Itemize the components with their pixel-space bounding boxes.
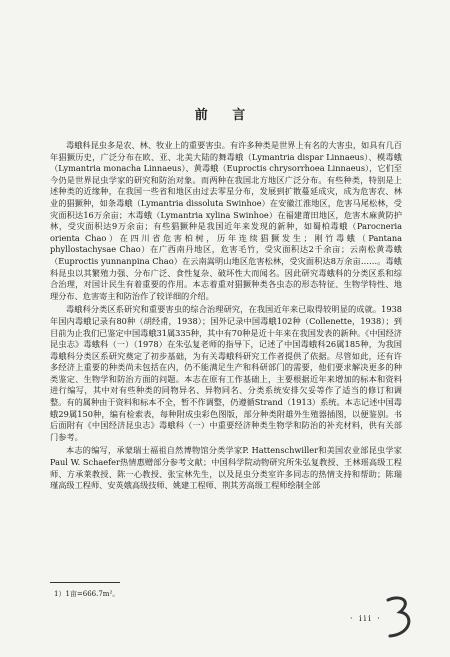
footnote: 1）1亩=666.7m²。 bbox=[54, 590, 120, 598]
page-title: 前 言 bbox=[194, 108, 256, 123]
footnote-divider bbox=[50, 582, 120, 583]
handwritten-mark bbox=[380, 592, 420, 642]
paragraph: 毒蛾科分类区系研究和重要害虫的综合治理研究，在我国近年来已取得较明显的成就。1938年国内毒蛾记录有80种（胡经甫，1938）；国外记录中国毒蛾102种（Collenette，1938）；到目前为止我们已鉴定中国毒蛾31属335种，其中有70种是近十年来在我国发表的新种。《中国经济昆虫志》毒蛾科（一）（1978）在朱弘复老师的指导下，记述了中国毒蛾科26属185种，为我国毒蛾科分类区系研究奠定了初步基础，为有关毒蛾科研究工作者提供了依据。尽管如此，还有许多经济上重要的种类尚未包括在内，仍不能满足生产和科研部门的需要，他们要求解决更多的种类鉴定、生物学和防治方面的问题。本志在原有工作基础上，主要根据近年来增加的标本和资料进行编写，其中对有些种类的同物异名、异物同名、分类系统安排欠妥等作了适当的修订和调整。有的属种由于资料和标本不全，暂不作调整，仍遵循Strand（1913）系统。本志记述中国毒蛾29属150种，编有检索表，每种附成虫彩色图版，部分种类附雄外生殖器插图，以便鉴别。书后面附有《中国经济昆虫志》毒蛾科（一）中重要经济种类生物学和防治的补充材料，供有关部门参考。 bbox=[50, 304, 402, 442]
paragraph: 毒蛾科昆虫多是农、林、牧业上的重要害虫。有许多种类是世界上有名的大害虫，如具有几百年猖獗历史，广泛分布在欧、亚、北美大陆的舞毒蛾（Lymantria dispar Linnaeus）、模毒蛾（Lymantria monacha Linnaeus）、黄毒蛾（Euproctis chrysorrhoea Linnaeus），它们至今仍是世界昆虫学家的研究和防治对象。而两种在我国北方地区广泛分布。有些种类，特别是上述种类的近缘种，在我国一些省和地区由过去零星分布，发展到扩散蔓延成灾，成为危害农、林业的猖獗种，如条毒蛾（Lymantria dissoluta Swinhoe）在安徽江淮地区，危害马尾松林，受灾面积达16万余亩；木毒蛾（Lymantria xylina Swinhoe）在福建莆田地区，危害木麻黄防护林，受灾面积达9万余亩；有些猖獗种是我国近年来发现的新种，如蜀柏毒蛾（Parocneria orienta Chao）在四川省危害柏树，历年连续猖獗发生；刚竹毒蛾（Pantana phyllostachysae Chao）在广西南丹地区，危害毛竹，受灾面积达2千余亩；云南松黄毒蛾（Euproctis yunnanpina Chao）在云南嵩明山地区危害松林，受灾面积达8万余亩……。毒蛾科昆虫以其繁殖力强、分布广泛、食性复杂、破坏性大而闻名。因此研究毒蛾科的分类区系和综合治理，对国计民生有着重要的作用。本志着重对猖獗种类各虫态的形态特征、生物学特性、地理分布、危害寄主和防治作了较详细的介绍。 bbox=[50, 140, 402, 301]
paragraph: 本志的编写，承蒙瑞士福祖自然博物馆分类学家P. Hattenschwiller和美国农业部昆虫学家Paul W. Schaefer热情惠赠部分参考文献；中国科学院动物研究所朱弘复教授、王林瑶高级工程师、方承莱教授、陈一心教授、张宝林先生，以及昆虫分类室许多同志的热情支持和帮助；陈瑞瑾高级工程师、安英娥高级技师、姚建工程师、荆其芳高级工程师绘制全部 bbox=[50, 445, 402, 491]
page-number: · iii · bbox=[350, 614, 382, 623]
body-text bbox=[50, 140, 402, 494]
